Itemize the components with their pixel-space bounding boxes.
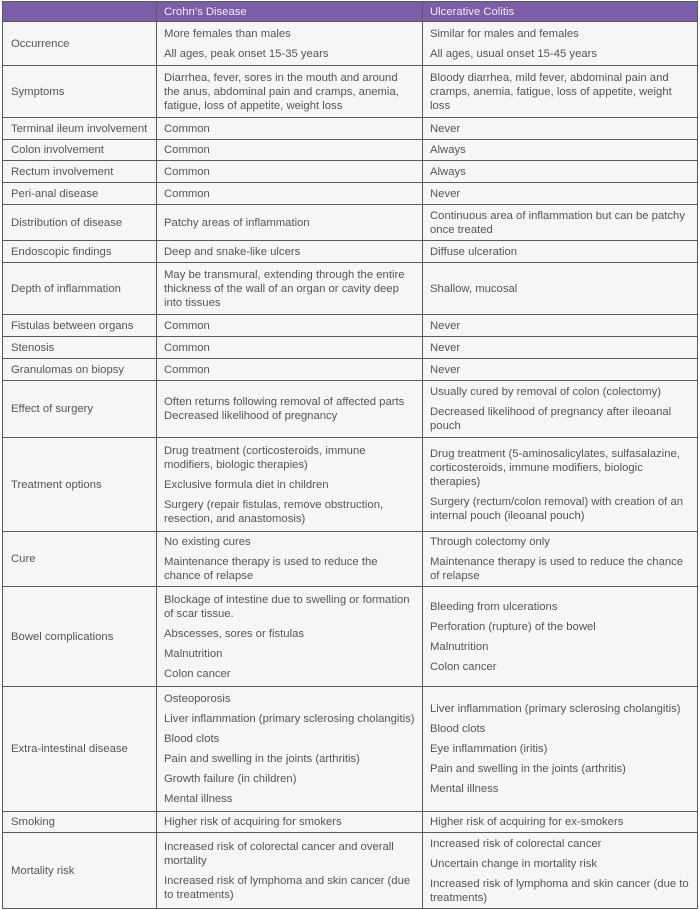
- cell-text: Decreased likelihood of pregnancy after ileoanal pouch: [430, 406, 672, 432]
- cell-text: Usually cured by removal of colon (colectomy): [430, 386, 662, 398]
- row-label: Symptoms: [3, 66, 157, 118]
- uc-cell: [423, 337, 698, 359]
- cell-text: Liver inflammation (primary sclerosing cholangitis): [164, 713, 415, 725]
- uc-cell: [423, 22, 698, 66]
- cell-text: Common: [164, 165, 210, 178]
- table-row: [3, 359, 698, 381]
- table-body: [3, 22, 698, 909]
- table-row: [3, 263, 698, 315]
- table-row: [3, 22, 698, 66]
- cell-text: Common: [164, 319, 210, 332]
- cell-text: No existing cures: [164, 536, 251, 548]
- crohns-cell: [157, 22, 423, 66]
- cell-text: Diffuse ulceration: [430, 245, 518, 258]
- cell-text: Osteoporosis: [164, 693, 231, 705]
- uc-cell: [423, 263, 698, 315]
- cell-text: Uncertain change in mortality risk: [430, 857, 598, 870]
- cell-text: Often returns following removal of affected parts: [164, 396, 405, 408]
- cell-text: Blockage of intestine due to swelling or formation of scar tissue.: [164, 593, 410, 620]
- cell-text: Maintenance therapy is used to reduce the chance of relapse: [430, 556, 684, 582]
- row-label: Distribution of disease: [3, 205, 157, 241]
- row-label: Stenosis: [3, 337, 157, 359]
- uc-cell: [423, 687, 698, 812]
- cell-text: Blood clots: [164, 733, 220, 745]
- cell-text: Perforation (rupture) of the bowel: [430, 620, 596, 633]
- uc-cell: [423, 118, 698, 140]
- crohns-cell: [157, 263, 423, 315]
- uc-cell: [423, 359, 698, 381]
- row-label: Mortality risk: [3, 833, 157, 909]
- table-row: [3, 381, 698, 438]
- cell-text: Exclusive formula diet in children: [164, 478, 329, 491]
- uc-cell: [423, 183, 698, 205]
- cell-text: Common: [164, 144, 210, 156]
- cell-text: Surgery (rectum/colon removal) with creation of an internal pouch (ileoanal pouch): [430, 495, 684, 522]
- row-label: Rectum involvement: [3, 161, 157, 183]
- cell-text: Common: [164, 363, 210, 376]
- row-label: Cure: [3, 532, 157, 587]
- crohns-cell: [157, 183, 423, 205]
- cell-text: Deep and snake-like ulcers: [164, 245, 301, 258]
- uc-cell: [423, 241, 698, 263]
- cell-text: Shallow, mucosal: [430, 282, 518, 295]
- row-label: Endoscopic findings: [3, 241, 157, 263]
- row-label: Effect of surgery: [3, 381, 157, 438]
- row-label: Fistulas between organs: [3, 315, 157, 337]
- uc-cell: [423, 833, 698, 909]
- cell-text: Maintenance therapy is used to reduce the chance of relapse: [164, 556, 378, 582]
- cell-text: More females than males: [164, 27, 291, 40]
- cell-text: May be transmural, extending through the entire thickness of the wall of an organ or cavity deep into tissues: [164, 268, 405, 309]
- table-row: [3, 833, 698, 909]
- cell-text: Never: [430, 341, 461, 354]
- cell-text: Increased risk of lymphoma and skin cancer (due to treatments): [430, 877, 689, 904]
- cell-text: Never: [430, 363, 461, 376]
- cell-text: All ages, usual onset 15-45 years: [430, 47, 598, 60]
- table-row: [3, 687, 698, 812]
- cell-text: Mental illness: [164, 793, 233, 805]
- table-row: [3, 438, 698, 532]
- table-row: [3, 161, 698, 183]
- table-row: [3, 337, 698, 359]
- crohns-cell: [157, 118, 423, 140]
- cell-text: Never: [430, 187, 461, 200]
- header-empty-cell: [3, 2, 157, 22]
- crohns-cell: [157, 241, 423, 263]
- table-row: [3, 118, 698, 140]
- uc-cell: [423, 66, 698, 118]
- crohns-cell: [157, 833, 423, 909]
- crohns-cell: [157, 140, 423, 161]
- table-row: [3, 315, 698, 337]
- crohns-cell: [157, 532, 423, 587]
- row-label: Bowel complications: [3, 587, 157, 687]
- table-row: [3, 183, 698, 205]
- uc-cell: [423, 315, 698, 337]
- uc-cell: [423, 812, 698, 833]
- cell-text: Abscesses, sores or fistulas: [164, 627, 305, 640]
- cell-text: Malnutrition: [164, 647, 223, 660]
- table-row: [3, 587, 698, 687]
- cell-text: Drug treatment (corticosteroids, immune modifiers, biologic therapies): [164, 444, 366, 471]
- cell-text: Increased risk of lymphoma and skin cancer (due to treatments): [164, 874, 411, 901]
- cell-text: Higher risk of acquiring for ex-smokers: [430, 816, 624, 828]
- crohns-cell: [157, 687, 423, 812]
- crohns-cell: [157, 315, 423, 337]
- table-row: [3, 205, 698, 241]
- cell-text: Bloody diarrhea, mild fever, abdominal pain and cramps, anemia, fatigue, loss of appetite, weight loss: [430, 71, 672, 112]
- row-label: Granulomas on biopsy: [3, 359, 157, 381]
- crohns-cell: [157, 205, 423, 241]
- cell-text: Pain and swelling in the joints (arthritis): [430, 763, 626, 775]
- row-label: Treatment options: [3, 438, 157, 532]
- header-crohns-disease: Crohn’s Disease: [157, 2, 423, 22]
- cell-text: Bleeding from ulcerations: [430, 600, 558, 613]
- crohns-cell: [157, 66, 423, 118]
- cell-text: Common: [164, 341, 210, 354]
- crohns-cell: [157, 587, 423, 687]
- row-label: Depth of inflammation: [3, 263, 157, 315]
- cell-text: Increased risk of colorectal cancer and overall mortality: [164, 840, 394, 867]
- cell-text: Colon cancer: [164, 667, 231, 680]
- cell-text: Common: [164, 187, 210, 200]
- cell-text: Continuous area of inflammation but can be patchy once treated: [430, 209, 685, 236]
- row-label: Terminal ileum involvement: [3, 118, 157, 140]
- crohns-cell: [157, 438, 423, 532]
- row-label: Colon involvement: [3, 140, 157, 161]
- cell-text: Pain and swelling in the joints (arthritis): [164, 753, 360, 765]
- row-label: Smoking: [3, 812, 157, 833]
- uc-cell: [423, 532, 698, 587]
- cell-text: Never: [430, 122, 461, 135]
- cell-text: Eye inflammation (iritis): [430, 743, 548, 755]
- cell-text: Colon cancer: [430, 660, 497, 673]
- uc-cell: [423, 438, 698, 532]
- table-row: [3, 241, 698, 263]
- header-ulcerative-colitis: Ulcerative Colitis: [423, 2, 698, 22]
- uc-cell: [423, 587, 698, 687]
- cell-text: Surgery (repair fistulas, remove obstruction, resection, and anastomosis): [164, 498, 384, 525]
- cell-text: Common: [164, 122, 210, 135]
- cell-text: Increased risk of colorectal cancer: [430, 837, 602, 850]
- uc-cell: [423, 205, 698, 241]
- cell-text: Similar for males and females: [430, 27, 579, 40]
- uc-cell: [423, 140, 698, 161]
- table-row: [3, 140, 698, 161]
- cell-text: Through colectomy only: [430, 536, 550, 548]
- cell-text: Drug treatment (5-aminosalicylates, sulfasalazine, corticosteroids, immune modifiers, biologic therapies): [430, 447, 680, 488]
- row-label: Extra-intestinal disease: [3, 687, 157, 812]
- cell-text: Blood clots: [430, 723, 486, 735]
- row-label: Peri-anal disease: [3, 183, 157, 205]
- cell-text: Never: [430, 319, 461, 332]
- cell-text: Patchy areas of inflammation: [164, 216, 310, 229]
- cell-text: Diarrhea, fever, sores in the mouth and around the anus, abdominal pain and cramps, anemia, fatigue, loss of appetite, weight loss: [164, 71, 399, 112]
- crohns-cell: [157, 337, 423, 359]
- cell-text: Always: [430, 165, 466, 178]
- header-row: [3, 2, 698, 22]
- cell-text: Liver inflammation (primary sclerosing cholangitis): [430, 703, 681, 715]
- row-label: Occurrence: [3, 22, 157, 66]
- cell-text: All ages, peak onset 15-35 years: [164, 47, 329, 60]
- table-row: [3, 812, 698, 833]
- crohns-cell: [157, 161, 423, 183]
- uc-cell: [423, 161, 698, 183]
- crohns-cell: [157, 381, 423, 438]
- table-row: [3, 66, 698, 118]
- crohns-cell: [157, 812, 423, 833]
- crohns-cell: [157, 359, 423, 381]
- cell-text: Decreased likelihood of pregnancy: [164, 410, 338, 422]
- table-header: [3, 2, 698, 22]
- cell-text: Higher risk of acquiring for smokers: [164, 816, 342, 828]
- cell-text: Malnutrition: [430, 640, 489, 653]
- table-row: [3, 532, 698, 587]
- cell-text: Mental illness: [430, 783, 499, 795]
- cell-text: Growth failure (in children): [164, 773, 297, 785]
- cell-text: Always: [430, 144, 466, 156]
- comparison-table: [2, 1, 698, 909]
- uc-cell: [423, 381, 698, 438]
